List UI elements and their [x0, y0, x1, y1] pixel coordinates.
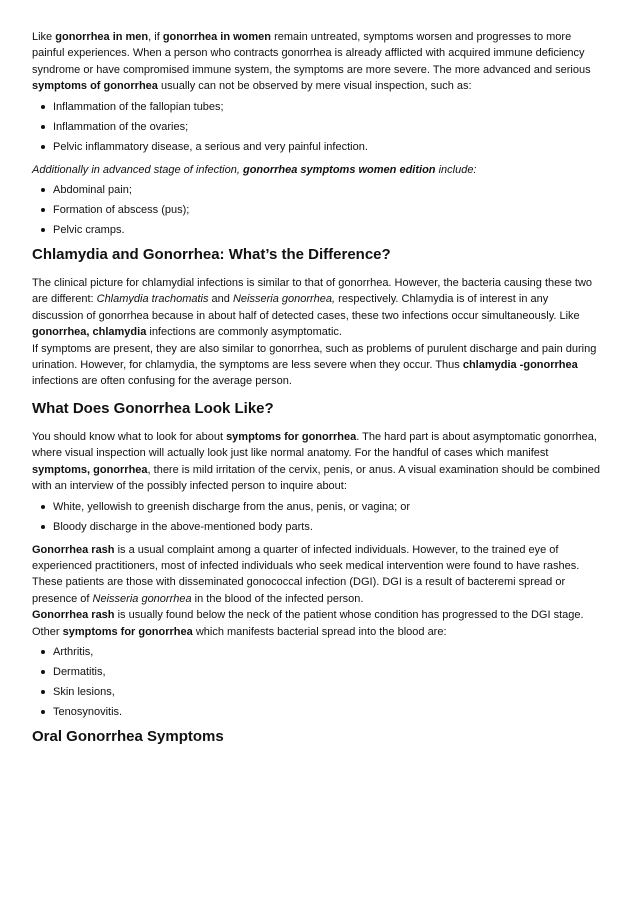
list-item: Inflammation of the fallopian tubes;: [32, 100, 602, 114]
keyword: gonorrhea symptoms women edition: [242, 163, 436, 176]
keyword: symptoms for gonorrhea: [226, 430, 357, 443]
keyword: chlamydia -gonorrhea: [462, 359, 578, 372]
bullet-list-advanced-symptoms: [32, 183, 602, 237]
bullet-list-dgi-symptoms: [32, 645, 602, 719]
heading-chlamydia-difference: Chlamydia and Gonorrhea: What’s the Difference?: [32, 246, 391, 264]
keyword: symptoms for gonorrhea: [62, 625, 193, 638]
paragraph-gonorrhea-rash: Gonorrhea rash is a usual complaint among a quarter of infected individuals. However, to the trained eye of experienced practitioners, most of infected individuals who seek medical intervention were found to have rashes. These patients are those with disseminated gonococcal infection (DGI). DGI is a result of bacteremi spread or presence of Neisseria gonorrhea in the blood of the infected person.: [32, 543, 580, 605]
keyword: gonorrhea in women: [162, 31, 272, 43]
keyword: Gonorrhea rash: [32, 609, 115, 622]
keyword: Gonorrhea rash: [32, 543, 115, 556]
paragraph-rash-location: Gonorrhea rash is usually found below the neck of the patient whose condition has progressed to the DGI stage. Other symptoms for gonorrhea which manifests bacterial spread into the blood are:: [32, 609, 584, 638]
paragraph-what-to-look-for: You should know what to look for about symptoms for gonorrhea. The hard part is about asymptomatic gonorrhea, where visual inspection will actually look just like normal anatomy. For the handful of cases which manifest symptoms, gonorrhea, there is mild irritation of the cervix, penis, or anus. A visual examination should be combined with an interview of the possibly infected person to inquire about:: [32, 430, 600, 493]
heading-oral-symptoms: Oral Gonorrhea Symptoms: [32, 727, 224, 745]
keyword: symptoms of gonorrhea: [32, 80, 158, 93]
paragraph-untreated: Like gonorrhea in men, if gonorrhea in women remain untreated, symptoms worsen and progresses to more painful experiences. When a person who contracts gonorrhea is already afflicted with acquired immune deficiency syndrome or have compromised immune system, the symptoms are more severe. The more advanced and serious symptoms of gonorrhea usually can not be observed by mere visual inspection, such as:: [32, 31, 591, 93]
paragraph-clinical-picture: The clinical picture for chlamydial infections is similar to that of gonorrhea. However, the bacteria causing these two are different: Chlamydia trachomatis and Neisseria gonorrhea, respectively. Chlamydia is of interest in any discussion of gonorrhea because in about half of detected cases, these two infections occur simultaneously. Like gonorrhea, chlamydia infections are commonly asymptomatic.: [32, 277, 593, 339]
list-item: Pelvic inflammatory disease, a serious and very painful infection.: [32, 140, 602, 154]
list-item: Inflammation of the ovaries;: [32, 120, 602, 134]
list-item: Skin lesions,: [32, 685, 602, 699]
list-item: White, yellowish to greenish discharge from the anus, penis, or vagina; or: [32, 500, 602, 514]
keyword: gonorrhea in men: [55, 31, 149, 43]
heading-what-does-it-look-like: What Does Gonorrhea Look Like?: [32, 399, 274, 417]
list-item: Tenosynovitis.: [32, 705, 602, 719]
paragraph-symptoms-present: If symptoms are present, they are also similar to gonorrhea, such as problems of purulent discharge and pain during urination. However, for chlamydia, the symptoms are less severe when they occur. Thus chlamydia -gonorrhea infections are often confusing for the average person.: [32, 342, 597, 388]
keyword: symptoms, gonorrhea: [32, 463, 148, 476]
list-item: Arthritis,: [32, 645, 602, 659]
bullet-list-inflammation: [32, 100, 602, 154]
paragraph-advanced-stage: Additionally in advanced stage of infection, gonorrhea symptoms women edition include:: [32, 163, 477, 176]
bullet-list-discharge: [32, 500, 602, 534]
list-item: Formation of abscess (pus);: [32, 203, 602, 217]
list-item: Bloody discharge in the above-mentioned body parts.: [32, 520, 602, 534]
list-item: Pelvic cramps.: [32, 223, 602, 237]
list-item: Dermatitis,: [32, 665, 602, 679]
keyword: gonorrhea, chlamydia: [32, 326, 147, 339]
list-item: Abdominal pain;: [32, 183, 602, 197]
